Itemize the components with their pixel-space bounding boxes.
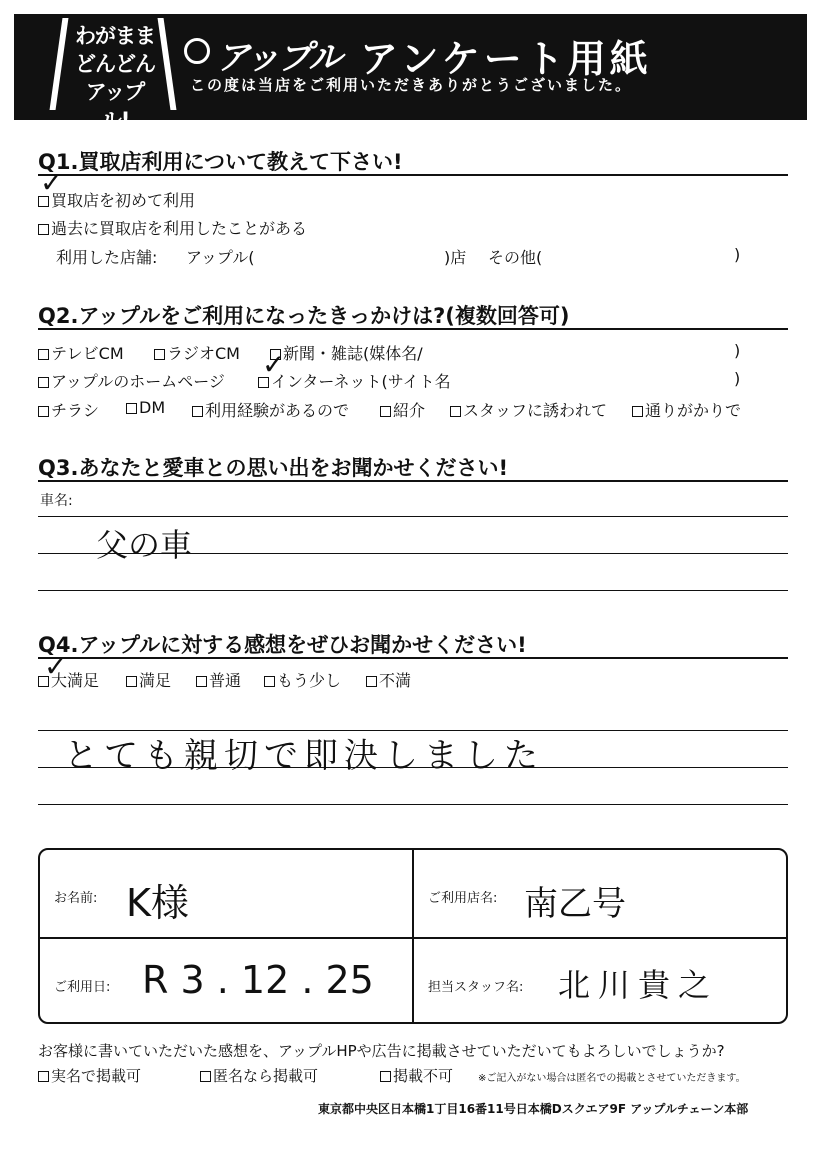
q3-car-answer[interactable]: 父の車 bbox=[96, 526, 193, 564]
q1-rule bbox=[38, 174, 788, 176]
q2-option-homepage[interactable] bbox=[38, 369, 225, 392]
table-divider-vertical bbox=[412, 850, 414, 1022]
option-label: 新聞・雑誌(媒体名/ bbox=[283, 344, 423, 363]
answer-line bbox=[38, 516, 788, 517]
q4-option-dissatisfied[interactable] bbox=[366, 668, 411, 691]
option-label: テレビCM bbox=[51, 344, 124, 363]
option-label: もう少し bbox=[277, 671, 342, 690]
q2-option-referral[interactable] bbox=[380, 398, 425, 421]
checkbox[interactable] bbox=[38, 224, 49, 235]
q2-rule bbox=[38, 328, 788, 330]
q3-heading: Q3.あなたと愛車との思い出をお聞かせください! bbox=[38, 456, 509, 480]
option-label: 通りがかりで bbox=[645, 401, 742, 420]
q3-rule bbox=[38, 480, 788, 482]
q4-heading: Q4.アップルに対する感想をぜひお聞かせください! bbox=[38, 633, 527, 657]
checkbox[interactable] bbox=[200, 1071, 211, 1082]
answer-line bbox=[38, 553, 788, 554]
slogan-line-3: アップル! bbox=[85, 80, 145, 132]
option-label: インターネット(サイト名 bbox=[271, 372, 451, 391]
q2-option-passing-by[interactable] bbox=[632, 398, 741, 421]
option-label: 掲載不可 bbox=[393, 1067, 454, 1085]
q3-car-label: 車名: bbox=[40, 493, 73, 509]
option-label: 匿名なら掲載可 bbox=[213, 1067, 319, 1085]
check-mark-icon: ✓ bbox=[40, 166, 64, 199]
option-label: 利用経験があるので bbox=[205, 401, 350, 420]
check-mark-icon: ✓ bbox=[262, 348, 286, 381]
checkbox[interactable] bbox=[126, 676, 137, 687]
option-label: スタッフに誘われて bbox=[463, 401, 608, 420]
q2-option-dm[interactable] bbox=[126, 398, 165, 417]
slogan-left-bar bbox=[50, 18, 69, 110]
option-label: 満足 bbox=[139, 671, 172, 690]
consent-option-anonymous[interactable] bbox=[200, 1065, 318, 1086]
q2-option-experience[interactable] bbox=[192, 398, 349, 421]
option-label: 紹介 bbox=[393, 401, 426, 420]
consent-option-not-allowed[interactable] bbox=[380, 1065, 453, 1086]
q1-store-apple-open: アップル( bbox=[186, 248, 255, 267]
q2-heading: Q2.アップルをご利用になったきっかけは?(複数回答可) bbox=[38, 304, 570, 328]
answer-line bbox=[38, 804, 788, 805]
checkbox[interactable] bbox=[380, 406, 391, 417]
checkbox[interactable] bbox=[380, 1071, 391, 1082]
q4-option-slightly[interactable] bbox=[264, 668, 341, 691]
page-subtitle: この度は当店をご利用いただきありがとうございました。 bbox=[190, 76, 633, 94]
checkbox[interactable] bbox=[38, 1071, 49, 1082]
q2-option-tv-cm[interactable] bbox=[38, 341, 124, 364]
option-label: 買取店を初めて利用 bbox=[51, 191, 196, 210]
checkbox[interactable] bbox=[38, 406, 49, 417]
checkbox[interactable] bbox=[196, 676, 207, 687]
q2-option-internet[interactable] bbox=[258, 369, 451, 392]
page-title: アンケート用紙 bbox=[360, 37, 652, 81]
checkbox[interactable] bbox=[366, 676, 377, 687]
q2-row1-close: ) bbox=[734, 341, 741, 360]
header-banner bbox=[14, 14, 807, 132]
table-divider-horizontal bbox=[40, 937, 786, 939]
answer-line bbox=[38, 767, 788, 768]
checkbox[interactable] bbox=[264, 676, 275, 687]
footer-address: 東京都中央区日本橋1丁目16番11号日本橋Dスクエア9F アップルチェーン本部 bbox=[318, 1102, 749, 1116]
slogan-right-bar bbox=[158, 18, 177, 110]
option-label: アップルのホームページ bbox=[51, 372, 225, 391]
checkbox[interactable] bbox=[192, 406, 203, 417]
answer-line bbox=[38, 590, 788, 591]
staff-name-label: 担当スタッフ名: bbox=[428, 980, 524, 995]
q4-option-normal[interactable] bbox=[196, 668, 241, 691]
consent-option-real-name[interactable] bbox=[38, 1065, 141, 1086]
q1-store-other-close: ) bbox=[734, 245, 741, 264]
brand-logo: アップル bbox=[216, 38, 341, 78]
option-label: 大満足 bbox=[51, 671, 100, 690]
customer-info-table bbox=[38, 848, 788, 1024]
q4-option-satisfied[interactable] bbox=[126, 668, 171, 691]
q4-comment[interactable]: とても親切で即決しました bbox=[64, 736, 544, 776]
staff-name-value[interactable]: 北川貴之 bbox=[558, 966, 719, 1004]
option-label: 実名で掲載可 bbox=[51, 1067, 142, 1085]
q2-option-staff[interactable] bbox=[450, 398, 607, 421]
q1-heading: Q1.買取店利用について教えて下さい! bbox=[38, 150, 403, 174]
q1-store-other-open: その他( bbox=[488, 248, 543, 267]
option-label: チラシ bbox=[51, 401, 100, 420]
checkbox[interactable] bbox=[38, 377, 49, 388]
name-value[interactable]: K様 bbox=[126, 881, 189, 925]
checkbox[interactable] bbox=[632, 406, 643, 417]
checkbox[interactable] bbox=[38, 349, 49, 360]
store-name-label: ご利用店名: bbox=[428, 891, 498, 906]
date-label: ご利用日: bbox=[54, 980, 111, 995]
name-label: お名前: bbox=[54, 891, 98, 906]
q2-row2-close: ) bbox=[734, 369, 741, 388]
q1-store-label: 利用した店舗: bbox=[56, 248, 158, 267]
q2-option-flyer[interactable] bbox=[38, 398, 99, 421]
checkbox[interactable] bbox=[126, 403, 137, 414]
option-label: 不満 bbox=[379, 671, 412, 690]
check-mark-icon: ✓ bbox=[44, 650, 68, 683]
q4-rule bbox=[38, 657, 788, 659]
checkbox[interactable] bbox=[154, 349, 165, 360]
option-label: 過去に買取店を利用したことがある bbox=[51, 219, 308, 238]
store-name-value[interactable]: 南乙号 bbox=[524, 884, 626, 924]
slogan-line-1: わがまま bbox=[75, 24, 155, 48]
q2-option-newspaper[interactable] bbox=[270, 341, 423, 364]
consent-note: ※ご記入がない場合は匿名での掲載とさせていただきます。 bbox=[478, 1073, 746, 1084]
slogan-text bbox=[72, 22, 158, 134]
q1-store-apple-close: )店 bbox=[444, 248, 467, 267]
option-label: DM bbox=[139, 398, 166, 417]
date-value[interactable]: R 3 . 12 . 25 bbox=[142, 958, 374, 1002]
slogan-block bbox=[30, 14, 160, 132]
slogan-line-2: どんどん bbox=[75, 52, 155, 76]
q2-option-radio-cm[interactable] bbox=[154, 341, 240, 364]
option-label: 普通 bbox=[209, 671, 242, 690]
logo-mark-icon bbox=[184, 38, 210, 64]
option-label: ラジオCM bbox=[167, 344, 240, 363]
q1-option-used-before[interactable] bbox=[38, 216, 307, 239]
consent-question: お客様に書いていただいた感想を、アップルHPや広告に掲載させていただいてもよろしいでしょうか? bbox=[38, 1042, 725, 1060]
checkbox[interactable] bbox=[450, 406, 461, 417]
